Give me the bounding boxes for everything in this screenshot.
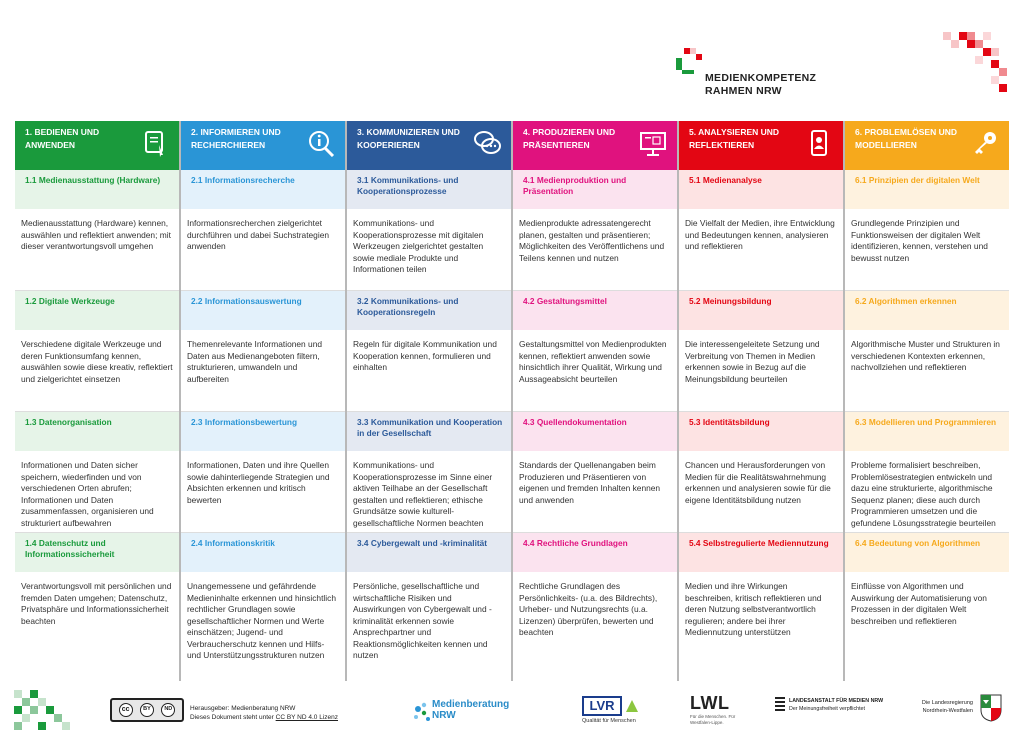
lvr-leaf-icon <box>624 698 640 714</box>
medienberatung-logo[interactable] <box>432 699 509 721</box>
competence-subtitle: 4.3 Quellendokumentation <box>513 412 677 451</box>
competence-subtitle: 4.1 Medienproduktion und Präsentation <box>513 170 677 209</box>
lwl-logo[interactable]: LWL <box>690 693 730 713</box>
lfm-logo-icon <box>775 697 785 711</box>
competence-description: Grundlegende Prinzipien und Funktionsweisen der digitalen Welt identifizieren, kennen, verstehen und bewusst nutzen <box>845 209 1009 291</box>
publisher-line: Herausgeber: Medienberatung NRW <box>190 705 296 712</box>
competence-column-1 <box>15 121 179 681</box>
competence-description: Informationen, Daten und ihre Quellen sowie dahinterliegende Strategien und Absichten erkennen und kritisch bewerten <box>181 451 345 533</box>
cc-license-badge[interactable] <box>110 698 184 722</box>
decorative-squares-icon <box>935 32 1015 97</box>
column-title: 3. KOMMUNIZIEREN UND KOOPERIEREN <box>357 127 460 150</box>
competence-description: Informationen und Daten sicher speichern, wiederfinden und von verschiedenen Orten abrufen; Informationen und Daten zusammenfassen, organisieren und strukturiert aufbewahren <box>15 451 179 533</box>
competence-description: Verantwortungsvoll mit persönlichen und fremden Daten umgehen; Datenschutz, Privatsphäre und Informationssicherheit beachten <box>21 581 172 626</box>
medienberatung-region: NRW <box>432 710 456 721</box>
by-icon: BY <box>140 703 154 717</box>
lfm-logo[interactable] <box>789 697 889 713</box>
competence-subtitle: 3.2 Kommunikations- und Kooperationsregeln <box>347 291 511 330</box>
competence-column-6 <box>845 121 1009 681</box>
chat-bubbles-icon <box>473 129 501 157</box>
competence-description: Themenrelevante Informationen und Daten aus Medienangeboten filtern, strukturieren, umwandeln und aufbereiten <box>181 330 345 412</box>
column-header <box>347 121 511 170</box>
lwl-tagline: Für die Menschen. Für Westfalen-Lippe. <box>690 714 736 725</box>
license-prefix: Dieses Dokument steht unter <box>190 714 276 721</box>
license-link[interactable]: CC BY ND 4.0 Lizenz <box>275 714 339 721</box>
competence-column-2 <box>181 121 345 681</box>
competence-subtitle: 2.4 Informationskritik <box>181 533 345 572</box>
competence-subtitle: 5.1 Medienanalyse <box>679 170 843 209</box>
nrw-line1: Die Landesregierung <box>921 700 973 706</box>
nrw-shield-icon <box>980 694 1002 722</box>
competence-column-5 <box>679 121 843 681</box>
competence-subtitle: 2.3 Informationsbewertung <box>181 412 345 451</box>
competence-description: Standards der Quellenangaben beim Produzieren und Präsentieren von eigenen und fremden Inhalten kennen und anwenden <box>513 451 677 533</box>
competence-description: Rechtliche Grundlagen des Persönlichkeits- (u.a. des Bildrechts), Urheber- und Nutzungsrechts (u.a. Lizenzen) überprüfen, bewerten und beachten <box>519 581 658 637</box>
column-header <box>181 121 345 170</box>
competence-description: Probleme formalisiert beschreiben, Problemlösestrategien entwickeln und dazu eine strukturierte, algorithmische Sequenz planen; diese auch durch Programmieren umsetzen und die gefundene Lösungsstrategie beurteilen <box>845 451 1009 533</box>
brand-title <box>705 72 816 98</box>
competence-column-4 <box>513 121 677 681</box>
column-title: 6. PROBLEMLÖSEN UND MODELLIEREN <box>855 127 958 150</box>
competence-description: Medien und ihre Wirkungen beschreiben, kritisch reflektieren und deren Nutzung selbstverantwortlich regulieren; andere bei ihrer Mediennutzung unterstützen <box>685 581 822 637</box>
competence-description: Informationsrecherchen zielgerichtet durchführen und dabei Suchstrategien anwenden <box>181 209 345 291</box>
column-title: 1. BEDIENEN UND ANWENDEN <box>25 127 100 150</box>
competence-description: Algorithmische Muster und Strukturen in verschiedenen Kontexten erkennen, nachvollziehen und reflektieren <box>845 330 1009 412</box>
medienberatung-name: Medienberatung <box>432 699 510 710</box>
competence-description: Chancen und Herausforderungen von Medien für die Realitätswahrnehmung erkennen und analysieren sowie für die eigene Identitätsbildung nutzen <box>679 451 843 533</box>
column-title: 4. PRODUZIEREN UND PRÄSENTIEREN <box>523 127 616 150</box>
publisher-info <box>190 704 338 722</box>
competence-subtitle: 5.2 Meinungsbildung <box>679 291 843 330</box>
info-search-icon <box>307 129 335 157</box>
column-header <box>679 121 843 170</box>
competence-description: Die interessengeleitete Setzung und Verbreitung von Themen in Medien erkennen sowie in Bezug auf die Meinungsbildung beurteilen <box>679 330 843 412</box>
lfm-tagline: Der Meinungsfreiheit verpflichtet <box>789 706 865 712</box>
header-decoration <box>935 32 1015 92</box>
lvr-tagline: Qualität für Menschen <box>582 718 636 724</box>
competence-subtitle: 1.2 Digitale Werkzeuge <box>15 291 179 330</box>
brand-title-line2: RAHMEN NRW <box>705 85 782 97</box>
competence-description: Die Vielfalt der Medien, ihre Entwicklung und Bedeutungen kennen, analysieren und reflektieren <box>679 209 843 291</box>
column-header <box>15 121 179 170</box>
competence-subtitle: 3.1 Kommunikations- und Kooperationsprozesse <box>347 170 511 209</box>
competence-description: Verschiedene digitale Werkzeuge und deren Funktionsumfang kennen, auswählen sowie diese kreativ, reflektiert und zielgerichtet einsetzen <box>15 330 179 412</box>
competence-subtitle: 6.4 Bedeutung von Algorithmen <box>845 533 1009 572</box>
competence-subtitle: 1.1 Medienausstattung (Hardware) <box>15 170 179 209</box>
competence-description: Persönliche, gesellschaftliche und wirtschaftliche Risiken und Auswirkungen von Cybergewalt und -kriminalität erkennen sowie Ansprechpartner und Reaktionsmöglichkeiten kennen und nutzen <box>353 581 492 660</box>
competence-description: Einflüsse von Algorithmen und Auswirkung der Automatisierung von Prozessen in der digitalen Welt beschreiben und reflektieren <box>851 581 987 626</box>
competence-subtitle: 6.1 Prinzipien der digitalen Welt <box>845 170 1009 209</box>
touch-screen-icon <box>141 129 169 157</box>
lfm-name: LANDESANSTALT FÜR MEDIEN NRW <box>789 698 884 704</box>
smartphone-user-icon <box>805 129 833 157</box>
footer-squares-icon <box>14 690 94 734</box>
competence-description: Unangemessene und gefährdende Medieninhalte erkennen und hinsichtlich rechtlicher Grundlagen sowie gesellschaftlicher Normen und Werte einschätzen; Jugend- und Verbraucherschutz kennen und Hilfs- und Unterstützungsstrukturen nutzen <box>187 581 336 660</box>
column-header <box>513 121 677 170</box>
presentation-screen-icon <box>639 129 667 157</box>
competence-description: Regeln für digitale Kommunikation und Kooperation kennen, formulieren und einhalten <box>347 330 511 412</box>
key-icon <box>971 129 999 157</box>
competence-subtitle: 3.4 Cybergewalt und -kriminalität <box>347 533 511 572</box>
column-title: 5. ANALYSIEREN UND REFLEKTIEREN <box>689 127 780 150</box>
competence-subtitle: 5.4 Selbstregulierte Mediennutzung <box>679 533 843 572</box>
nrw-government-logo[interactable] <box>913 699 973 715</box>
nd-icon: ND <box>161 703 175 717</box>
competence-description: Kommunikations- und Kooperationsprozesse mit digitalen Werkzeugen zielgerichtet gestalten sowie mediale Produkte und Informationen teilen <box>347 209 511 291</box>
competence-subtitle: 1.3 Datenorganisation <box>15 412 179 451</box>
column-header <box>845 121 1009 170</box>
column-title: 2. INFORMIEREN UND RECHERCHIEREN <box>191 127 281 150</box>
license-line <box>190 713 338 722</box>
brand-logo-icon <box>676 48 706 78</box>
cc-icon: cc <box>119 703 133 717</box>
brand-title-line1: MEDIENKOMPETENZ <box>705 72 817 84</box>
competence-grid <box>15 121 1009 681</box>
competence-description: Medienprodukte adressatengerecht planen, gestalten und präsentieren; Möglichkeiten des Veröffentlichens und Teilens kennen und nutzen <box>513 209 677 291</box>
competence-subtitle: 2.2 Informationsauswertung <box>181 291 345 330</box>
lvr-logo[interactable]: LVR <box>582 696 622 716</box>
competence-subtitle: 5.3 Identitätsbildung <box>679 412 843 451</box>
competence-subtitle: 2.1 Informationsrecherche <box>181 170 345 209</box>
competence-subtitle: 1.4 Datenschutz und Informationssicherheit <box>15 533 179 572</box>
competence-column-3 <box>347 121 511 681</box>
competence-description: Gestaltungsmittel von Medienprodukten kennen, reflektiert anwenden sowie hinsichtlich ihrer Qualität, Wirkung und Aussageabsicht beurteilen <box>513 330 677 412</box>
competence-subtitle: 6.2 Algorithmen erkennen <box>845 291 1009 330</box>
competence-subtitle: 4.4 Rechtliche Grundlagen <box>513 533 677 572</box>
competence-subtitle: 6.3 Modellieren und Programmieren <box>845 412 1009 451</box>
competence-description: Kommunikations- und Kooperationsprozesse im Sinne einer aktiven Teilhabe an der Gesellschaft gestalten und reflektieren; ethische Grundsätze sowie kulturell-gesellschaftliche Normen beachten <box>347 451 511 533</box>
competence-description: Medienausstattung (Hardware) kennen, auswählen und reflektiert anwenden; mit dieser verantwortungsvoll umgehen <box>15 209 179 291</box>
competence-subtitle: 4.2 Gestaltungsmittel <box>513 291 677 330</box>
competence-subtitle: 3.3 Kommunikation und Kooperation in der Gesellschaft <box>347 412 511 451</box>
nrw-line2: Nordrhein-Westfalen <box>922 708 973 714</box>
